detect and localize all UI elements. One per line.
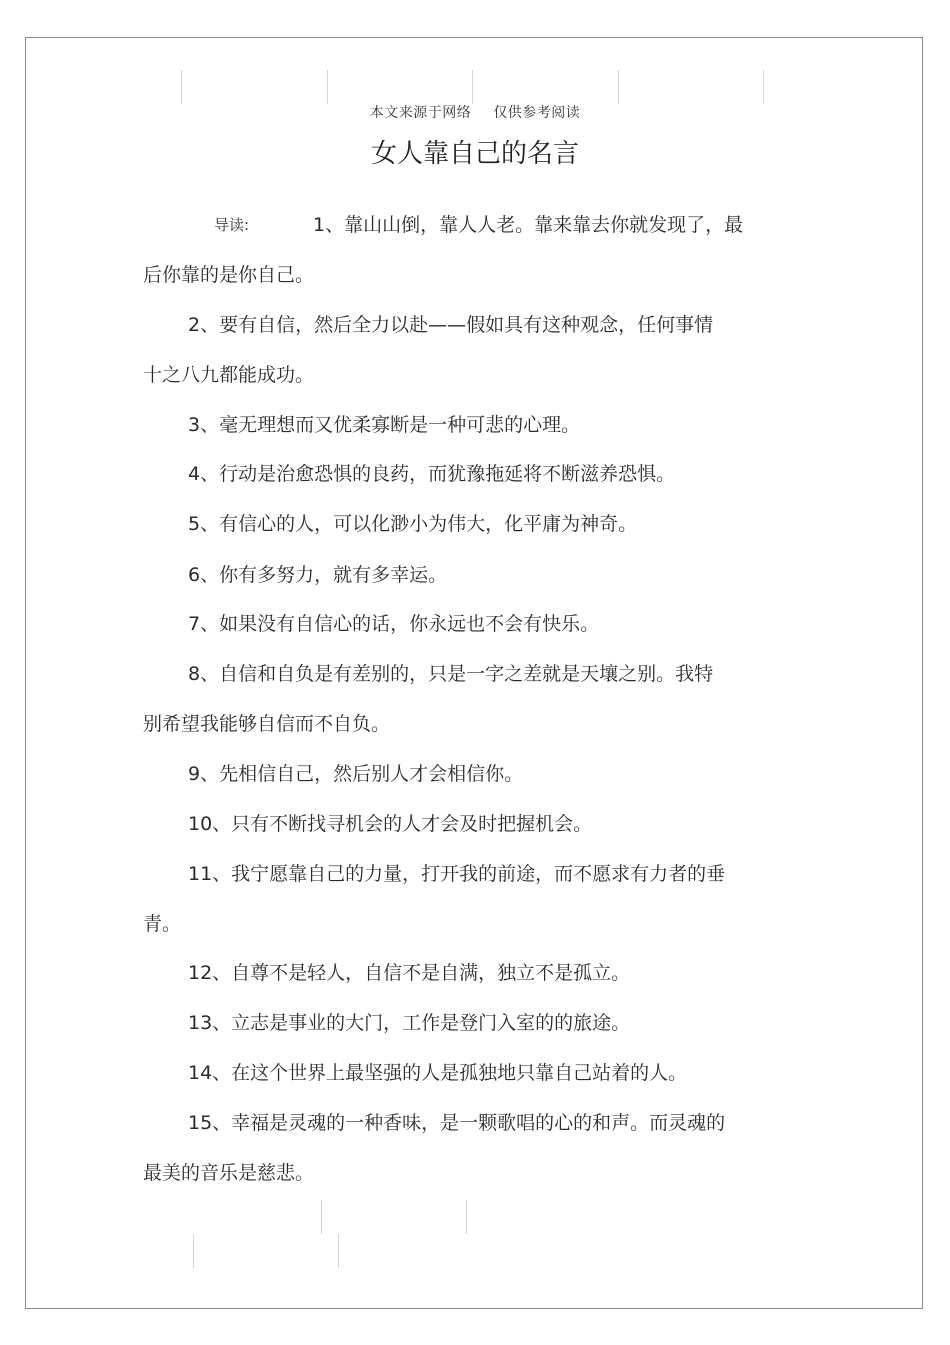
quote-line: 11、我宁愿靠自己的力量，打开我的前途，而不愿求有力者的垂 <box>188 863 726 885</box>
quote-line: 10、只有不断找寻机会的人才会及时把握机会。 <box>188 813 593 835</box>
column-guide <box>338 1234 339 1268</box>
quote-line: 3、毫无理想而又优柔寡断是一种可悲的心理。 <box>188 414 581 436</box>
column-guide <box>472 70 473 104</box>
quote-line: 6、你有多努力，就有多幸运。 <box>188 564 448 586</box>
document-title: 女人靠自己的名言 <box>370 139 579 169</box>
column-guide <box>181 70 182 104</box>
quote-line: 1、靠山山倒，靠人人老。靠来靠去你就发现了，最 <box>313 214 744 236</box>
source-text: 本文来源于网络 <box>369 105 472 121</box>
column-guide <box>763 70 764 104</box>
quote-line: 5、有信心的人，可以化渺小为伟大，化平庸为神奇。 <box>188 513 638 535</box>
quote-line: 后你靠的是你自己。 <box>143 264 315 286</box>
quote-line: 最美的音乐是慈悲。 <box>143 1162 315 1184</box>
column-guide <box>466 1200 467 1234</box>
column-guide <box>321 1200 322 1234</box>
quote-line: 7、如果没有自信心的话，你永远也不会有快乐。 <box>188 613 600 635</box>
quote-line: 8、自信和自负是有差别的，只是一字之差就是天壤之别。我特 <box>188 663 714 685</box>
quote-line: 12、自尊不是轻人，自信不是自满，独立不是孤立。 <box>188 962 631 984</box>
column-guide <box>618 70 619 104</box>
source-note <box>0 102 950 122</box>
reading-note-text: 仅供参考阅读 <box>493 105 581 121</box>
quote-line: 14、在这个世界上最坚强的人是孤独地只靠自己站着的人。 <box>188 1062 688 1084</box>
quote-line: 青。 <box>143 913 182 935</box>
quote-line: 15、幸福是灵魂的一种香味，是一颗歌唱的心的和声。而灵魂的 <box>188 1112 726 1134</box>
column-guide <box>327 70 328 104</box>
quote-line: 13、立志是事业的大门，工作是登门入室的的旅途。 <box>188 1012 631 1034</box>
lead-label: 导读: <box>214 216 250 234</box>
quote-line: 4、行动是治愈恐惧的良药，而犹豫拖延将不断滋养恐惧。 <box>188 463 676 485</box>
quote-line: 别希望我能够自信而不自负。 <box>143 713 391 735</box>
quote-line: 9、先相信自己，然后别人才会相信你。 <box>188 763 524 785</box>
quote-line: 2、要有自信，然后全力以赴——假如具有这种观念，任何事情 <box>188 314 714 336</box>
column-guide <box>193 1234 194 1268</box>
quote-line: 十之八九都能成功。 <box>143 364 315 386</box>
